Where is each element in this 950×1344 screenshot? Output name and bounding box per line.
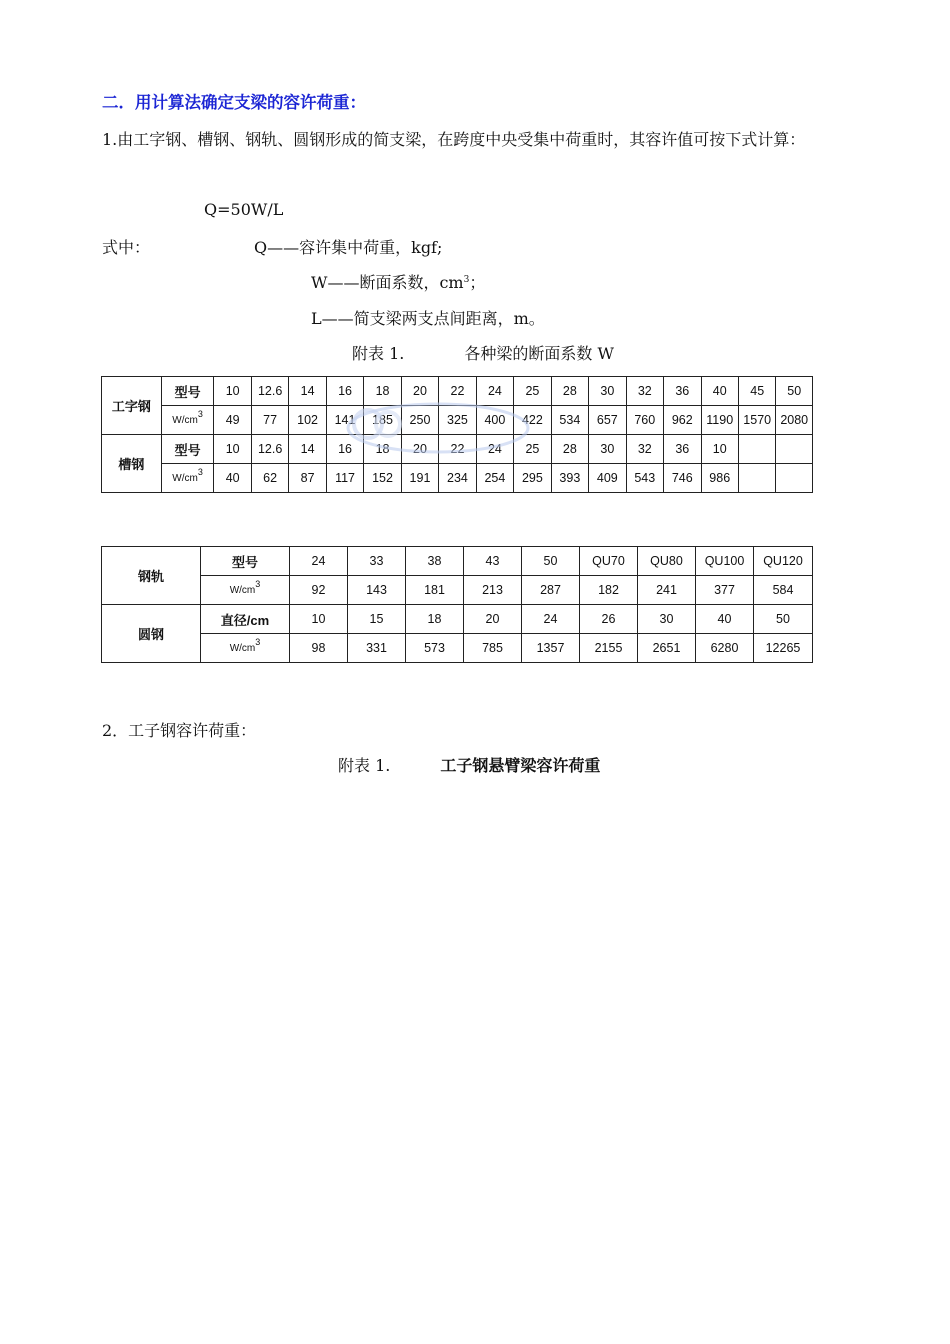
model-cell: 24 [476,435,513,464]
row-label-unit [201,576,290,605]
variable-l: L——简支梁两支点间距离，m。 [311,309,545,328]
value-cell: 400 [476,406,513,435]
row-label-model: 直径/cm [201,605,290,634]
row-label-unit-text: W/cm [229,643,256,654]
variable-w-text: W——断面系数，cm [311,273,464,292]
value-cell: 181 [406,576,464,605]
table-row [102,406,813,435]
model-cell: 30 [589,377,626,406]
table1-caption-title: 各种梁的断面系数 W [464,344,614,363]
model-cell: 10 [214,377,251,406]
model-cell: 16 [326,377,363,406]
group-label: 工字钢 [102,377,162,435]
row-label-unit-text: W/cm [172,473,198,484]
model-cell: 28 [551,435,588,464]
value-cell [776,464,813,493]
group-label: 钢轨 [102,547,201,605]
value-cell: 141 [326,406,363,435]
row-label-model: 型号 [201,547,290,576]
value-cell: 543 [626,464,663,493]
row-label-unit-sup: 3 [255,637,261,647]
value-cell: 143 [348,576,406,605]
model-cell: 30 [589,435,626,464]
model-cell: 10 [701,435,738,464]
value-cell: 295 [514,464,551,493]
section-heading: 二．用计算法确定支梁的容许荷重： [102,93,366,112]
table-row [102,547,813,576]
model-cell: 28 [551,377,588,406]
value-cell: 657 [589,406,626,435]
table1-caption-num: 附表 1. [352,344,405,363]
value-cell: 1570 [738,406,775,435]
table-row [102,377,813,406]
model-cell [776,435,813,464]
model-cell: 25 [514,435,551,464]
model-cell: 12.6 [251,377,288,406]
table2-caption-num: 附表 1. [338,756,391,775]
row-label-unit-sup: 3 [255,579,261,589]
section2-heading: 2．工子钢容许荷重： [102,721,257,740]
table-row [102,605,813,634]
value-cell: 92 [290,576,348,605]
model-cell: 26 [580,605,638,634]
model-cell: 36 [664,435,701,464]
value-cell: 77 [251,406,288,435]
value-cell: 250 [401,406,438,435]
model-cell: 22 [439,435,476,464]
model-cell: 12.6 [251,435,288,464]
group-label: 槽钢 [102,435,162,493]
value-cell: 2651 [638,634,696,663]
model-cell: 24 [290,547,348,576]
value-cell: 87 [289,464,326,493]
model-cell: 18 [364,377,401,406]
model-cell: QU70 [580,547,638,576]
model-cell: 18 [364,435,401,464]
model-cell: 16 [326,435,363,464]
model-cell: 45 [738,377,775,406]
model-cell: QU100 [696,547,754,576]
model-cell: 15 [348,605,406,634]
model-cell: QU80 [638,547,696,576]
value-cell: 40 [214,464,251,493]
table-row [102,435,813,464]
value-cell: 377 [696,576,754,605]
variable-w-sup: 3 [463,275,470,285]
value-cell: 287 [522,576,580,605]
model-cell: 20 [464,605,522,634]
value-cell: 117 [326,464,363,493]
row-label-unit [161,464,214,493]
row-label-unit [161,406,214,435]
row-label-unit-sup: 3 [197,467,203,477]
value-cell: 152 [364,464,401,493]
model-cell: 22 [439,377,476,406]
value-cell: 1357 [522,634,580,663]
value-cell: 1190 [701,406,738,435]
value-cell: 393 [551,464,588,493]
where-label: 式中： [102,238,151,257]
table2-caption [338,753,600,776]
model-cell: 33 [348,547,406,576]
variable-w [311,270,485,293]
value-cell: 6280 [696,634,754,663]
value-cell: 584 [754,576,813,605]
model-cell: 50 [776,377,813,406]
value-cell: 760 [626,406,663,435]
value-cell: 409 [589,464,626,493]
table1-caption [352,341,614,364]
model-cell: 36 [664,377,701,406]
value-cell: 185 [364,406,401,435]
value-cell: 534 [551,406,588,435]
table-row [102,576,813,605]
model-cell: 32 [626,435,663,464]
model-cell: 38 [406,547,464,576]
model-cell: 14 [289,377,326,406]
model-cell: QU120 [754,547,813,576]
model-cell: 14 [289,435,326,464]
value-cell: 102 [289,406,326,435]
model-cell: 24 [476,377,513,406]
value-cell: 2155 [580,634,638,663]
table-row [102,464,813,493]
row-label-unit-text: W/cm [172,415,198,426]
value-cell: 98 [290,634,348,663]
model-cell: 10 [214,435,251,464]
model-cell: 32 [626,377,663,406]
value-cell: 746 [664,464,701,493]
row-label-model: 型号 [161,435,214,464]
value-cell: 182 [580,576,638,605]
value-cell: 191 [401,464,438,493]
model-cell: 24 [522,605,580,634]
model-cell: 18 [406,605,464,634]
table-row [102,634,813,663]
row-label-unit [201,634,290,663]
value-cell: 986 [701,464,738,493]
value-cell: 213 [464,576,522,605]
table2-caption-title: 工子钢悬臂梁容许荷重 [440,756,601,775]
model-cell: 20 [401,377,438,406]
value-cell: 234 [439,464,476,493]
value-cell: 785 [464,634,522,663]
value-cell: 241 [638,576,696,605]
model-cell [738,435,775,464]
intro-paragraph: 1.由工字钢、槽钢、钢轨、圆钢形成的简支梁，在跨度中央受集中荷重时，其容许值可按下式计算： [102,130,806,149]
model-cell: 40 [696,605,754,634]
rail-round-steel-table [101,546,813,663]
formula: Q=50W/L [204,200,284,219]
row-label-unit-text: W/cm [229,585,256,596]
value-cell: 573 [406,634,464,663]
value-cell: 2080 [776,406,813,435]
variable-w-end: ； [469,273,486,292]
model-cell: 20 [401,435,438,464]
group-label: 圆钢 [102,605,201,663]
variable-q: Q——容许集中荷重，kgf; [254,238,443,257]
value-cell: 325 [439,406,476,435]
value-cell: 254 [476,464,513,493]
model-cell: 50 [522,547,580,576]
model-cell: 10 [290,605,348,634]
row-label-model: 型号 [161,377,214,406]
model-cell: 43 [464,547,522,576]
model-cell: 50 [754,605,813,634]
value-cell: 49 [214,406,251,435]
value-cell: 962 [664,406,701,435]
value-cell: 331 [348,634,406,663]
model-cell: 30 [638,605,696,634]
row-label-unit-sup: 3 [197,409,203,419]
model-cell: 40 [701,377,738,406]
value-cell: 12265 [754,634,813,663]
section-modulus-table [101,376,813,493]
value-cell [738,464,775,493]
value-cell: 422 [514,406,551,435]
value-cell: 62 [251,464,288,493]
model-cell: 25 [514,377,551,406]
